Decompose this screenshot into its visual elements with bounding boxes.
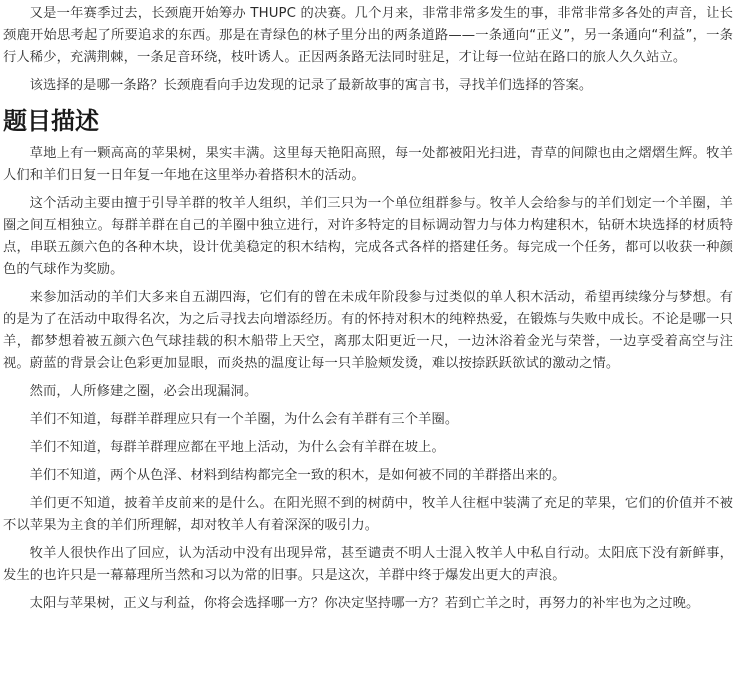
- body-paragraph-10: 太阳与苹果树，正义与利益，你将会选择哪一方？你决定坚持哪一方？若到亡羊之时，再努力的补牢也为之过晚。: [29, 596, 700, 611]
- body-paragraph-9: 牧羊人很快作出了回应，认为活动中没有出现异常，甚至谴责不明人士混入牧羊人中私自行动。太阳底下没有新鲜事，发生的也许只是一幕幕理所当然和习以为常的旧事。只是这次，羊群中终于爆发出更大的声浪。: [3, 546, 733, 583]
- intro-paragraph-2: 该选择的是哪一条路？长颈鹿看向手边发现的记录了最新故事的寓言书，寻找羊们选择的答案。: [29, 78, 593, 93]
- body-paragraph-2: 这个活动主要由擅于引导羊群的牧羊人组织，羊们三只为一个单位组群参与。牧羊人会给参与的羊们划定一个羊圈，羊圈之间互相独立。每群羊群在自己的羊圈中独立进行，对许多特定的目标调动智力与体力构建积木，钻研木块选择的材质特点，串联五颜六色的各种木块，设计优美稳定的积木结构，完成各式各样的搭建任务。每完成一个任务，都可以收获一种颜色的气球作为奖励。: [3, 196, 733, 277]
- body-paragraph-1: 草地上有一颗高高的苹果树，果实丰满。这里每天艳阳高照，每一处都被阳光扫进，青草的间隙也由之熠熠生辉。牧羊人们和羊们日复一日年复一年地在这里举办着搭积木的活动。: [3, 146, 733, 183]
- body-paragraph-8: 羊们更不知道，披着羊皮前来的是什么。在阳光照不到的树荫中，牧羊人往框中装满了充足的苹果，它们的价值并不被不以苹果为主食的羊们所理解，却对牧羊人有着深深的吸引力。: [3, 496, 733, 533]
- document-page: [0, 3, 739, 691]
- body-paragraph-4: 然而，人所修建之圈，必会出现漏洞。: [29, 384, 258, 399]
- body-paragraph-5: 羊们不知道，每群羊群理应只有一个羊圈，为什么会有羊群有三个羊圈。: [29, 412, 459, 427]
- body-paragraph-6: 羊们不知道，每群羊群理应都在平地上活动，为什么会有羊群在坡上。: [29, 440, 445, 455]
- body-paragraph-3: 来参加活动的羊们大多来自五湖四海，它们有的曾在未成年阶段参与过类似的单人积木活动，希望再续缘分与梦想。有的是为了在活动中取得名次，为之后寻找去向增添经历。有的怀持对积木的纯粹热爱，在锻炼与失败中成长。不论是哪一只羊，都梦想着被五颜六色气球挂载的积木船带上天空，离那太阳更近一尺，一边沐浴着金光与荣誉，一边享受着高空与注视。蔚蓝的背景会让色彩更加显眼，而炎热的温度让每一只羊脸颊发烫，难以按捺跃跃欲试的激动之情。: [3, 290, 733, 371]
- body-paragraph-7: 羊们不知道，两个从色泽、材料到结构都完全一致的积木，是如何被不同的羊群搭出来的。: [29, 468, 566, 483]
- intro-paragraph-1: 又是一年赛季过去，长颈鹿开始筹办 THUPC 的决赛。几个月来，非常非常多发生的事，非常非常多各处的声音，让长颈鹿开始思考起了所要追求的东西。那是在青绿色的林子里分出的两条道路——一条通向“正义”，另一条通向“利益”，一条行人稀少，充满荆棘，一条足音环绕，枝叶诱人。正因两条路无法同时驻足，才让每一位站在路口的旅人久久站立。: [3, 6, 733, 65]
- section-heading: 题目描述: [3, 107, 99, 135]
